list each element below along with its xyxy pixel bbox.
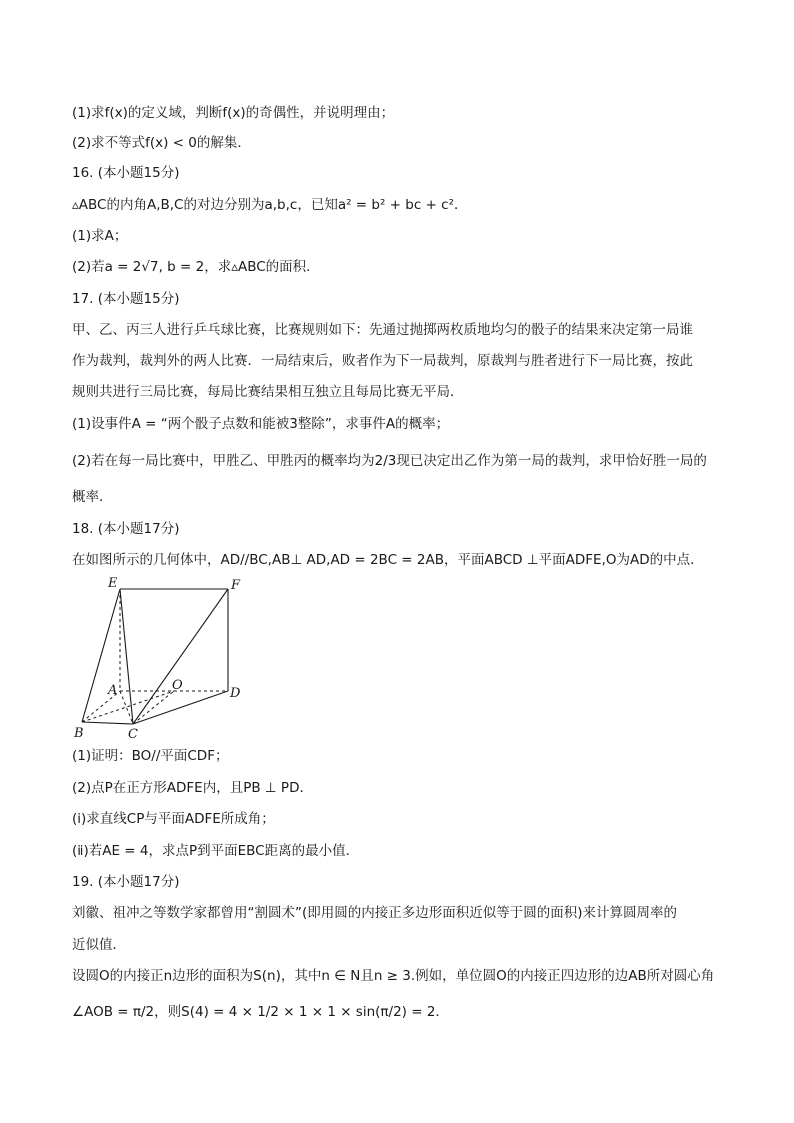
q17-part2-line2: 概率．: [72, 489, 113, 505]
q17-part1: (1)设事件A = “两个骰子点数和能被3整除”，求事件A的概率；: [72, 416, 450, 432]
edge-CF: [133, 589, 228, 724]
label-F: F: [231, 578, 241, 593]
q17-statement-line3: 规则共进行三局比赛，每局比赛结果相互独立且每局比赛无平局．: [72, 384, 464, 400]
q18-part2: (2)点P在正方形ADFE内，且PB ⊥ PD．: [72, 780, 313, 796]
q18-statement: 在如图所示的几何体中，AD//BC,AB⊥ AD,AD = 2BC = 2AB，平面ABCD ⊥平面ADFE,O为AD的中点．: [72, 552, 704, 568]
label-E: E: [108, 577, 118, 591]
geometry-figure: [72, 577, 252, 742]
q15-part2: (2)求不等式f(x) < 0的解集．: [72, 135, 251, 151]
q16-part1: (1)求A；: [72, 228, 128, 244]
q19-statement-line2: 近似值．: [72, 937, 126, 953]
q17-part2-line1: (2)若在每一局比赛中，甲胜乙、甲胜丙的概率均为2/3现已决定出乙作为第一局的裁判，求甲恰好胜一局的: [72, 453, 707, 469]
q17-statement-line1: 甲、乙、丙三人进行乒乓球比赛，比赛规则如下：先通过抛掷两枚质地均匀的骰子的结果来决定第一局谁: [72, 322, 693, 338]
q19-example: ∠AOB = π/2，则S(4) = 4 × 1/2 × 1 × 1 × sin(π/2) = 2．: [72, 1004, 449, 1020]
q16-statement: ▵ABC的内角A,B,C的对边分别为a,b,c，已知a² = b² + bc + c²．: [72, 197, 468, 213]
q19-statement-line1: 刘徽、祖冲之等数学家都曾用“割圆术”(即用圆的内接正多边形面积近似等于圆的面积)来计算圆周率的: [72, 905, 678, 921]
label-D: D: [230, 686, 241, 701]
q18-part2-i: (ⅰ)求直线CP与平面ADFE所成角；: [72, 811, 275, 827]
q15-part1: (1)求f(x)的定义域，判断f(x)的奇偶性，并说明理由；: [72, 105, 395, 121]
edge-CO: [133, 691, 174, 724]
q19-definition: 设圆O的内接正n边形的面积为S(n)，其中n ∈ N且n ≥ 3.例如，单位圆O的内接正四边形的边AB所对圆心角: [72, 968, 715, 984]
label-A: A: [108, 683, 118, 698]
q19-heading: 19. (本小题17分): [72, 874, 180, 890]
label-O: O: [172, 678, 183, 693]
label-C: C: [128, 727, 138, 742]
edge-EC: [120, 589, 133, 724]
label-B: B: [74, 726, 84, 741]
q17-statement-line2: 作为裁判，裁判外的两人比赛．一局结束后，败者作为下一局裁判，原裁判与胜者进行下一局比赛，按此: [72, 353, 693, 369]
q17-heading: 17. (本小题15分): [72, 291, 180, 307]
q18-heading: 18. (本小题17分): [72, 521, 180, 537]
q18-part2-ii: (ⅱ)若AE = 4，求点P到平面EBC距离的最小值．: [72, 843, 360, 859]
q16-heading: 16. (本小题15分): [72, 165, 180, 181]
edge-BO: [82, 691, 174, 722]
edge-BC: [82, 722, 133, 724]
edge-CD: [133, 691, 228, 724]
q16-part2: (2)若a = 2√7, b = 2，求▵ABC的面积．: [72, 259, 320, 275]
edge-EB: [82, 589, 120, 722]
q18-part1: (1)证明：BO//平面CDF；: [72, 748, 229, 764]
